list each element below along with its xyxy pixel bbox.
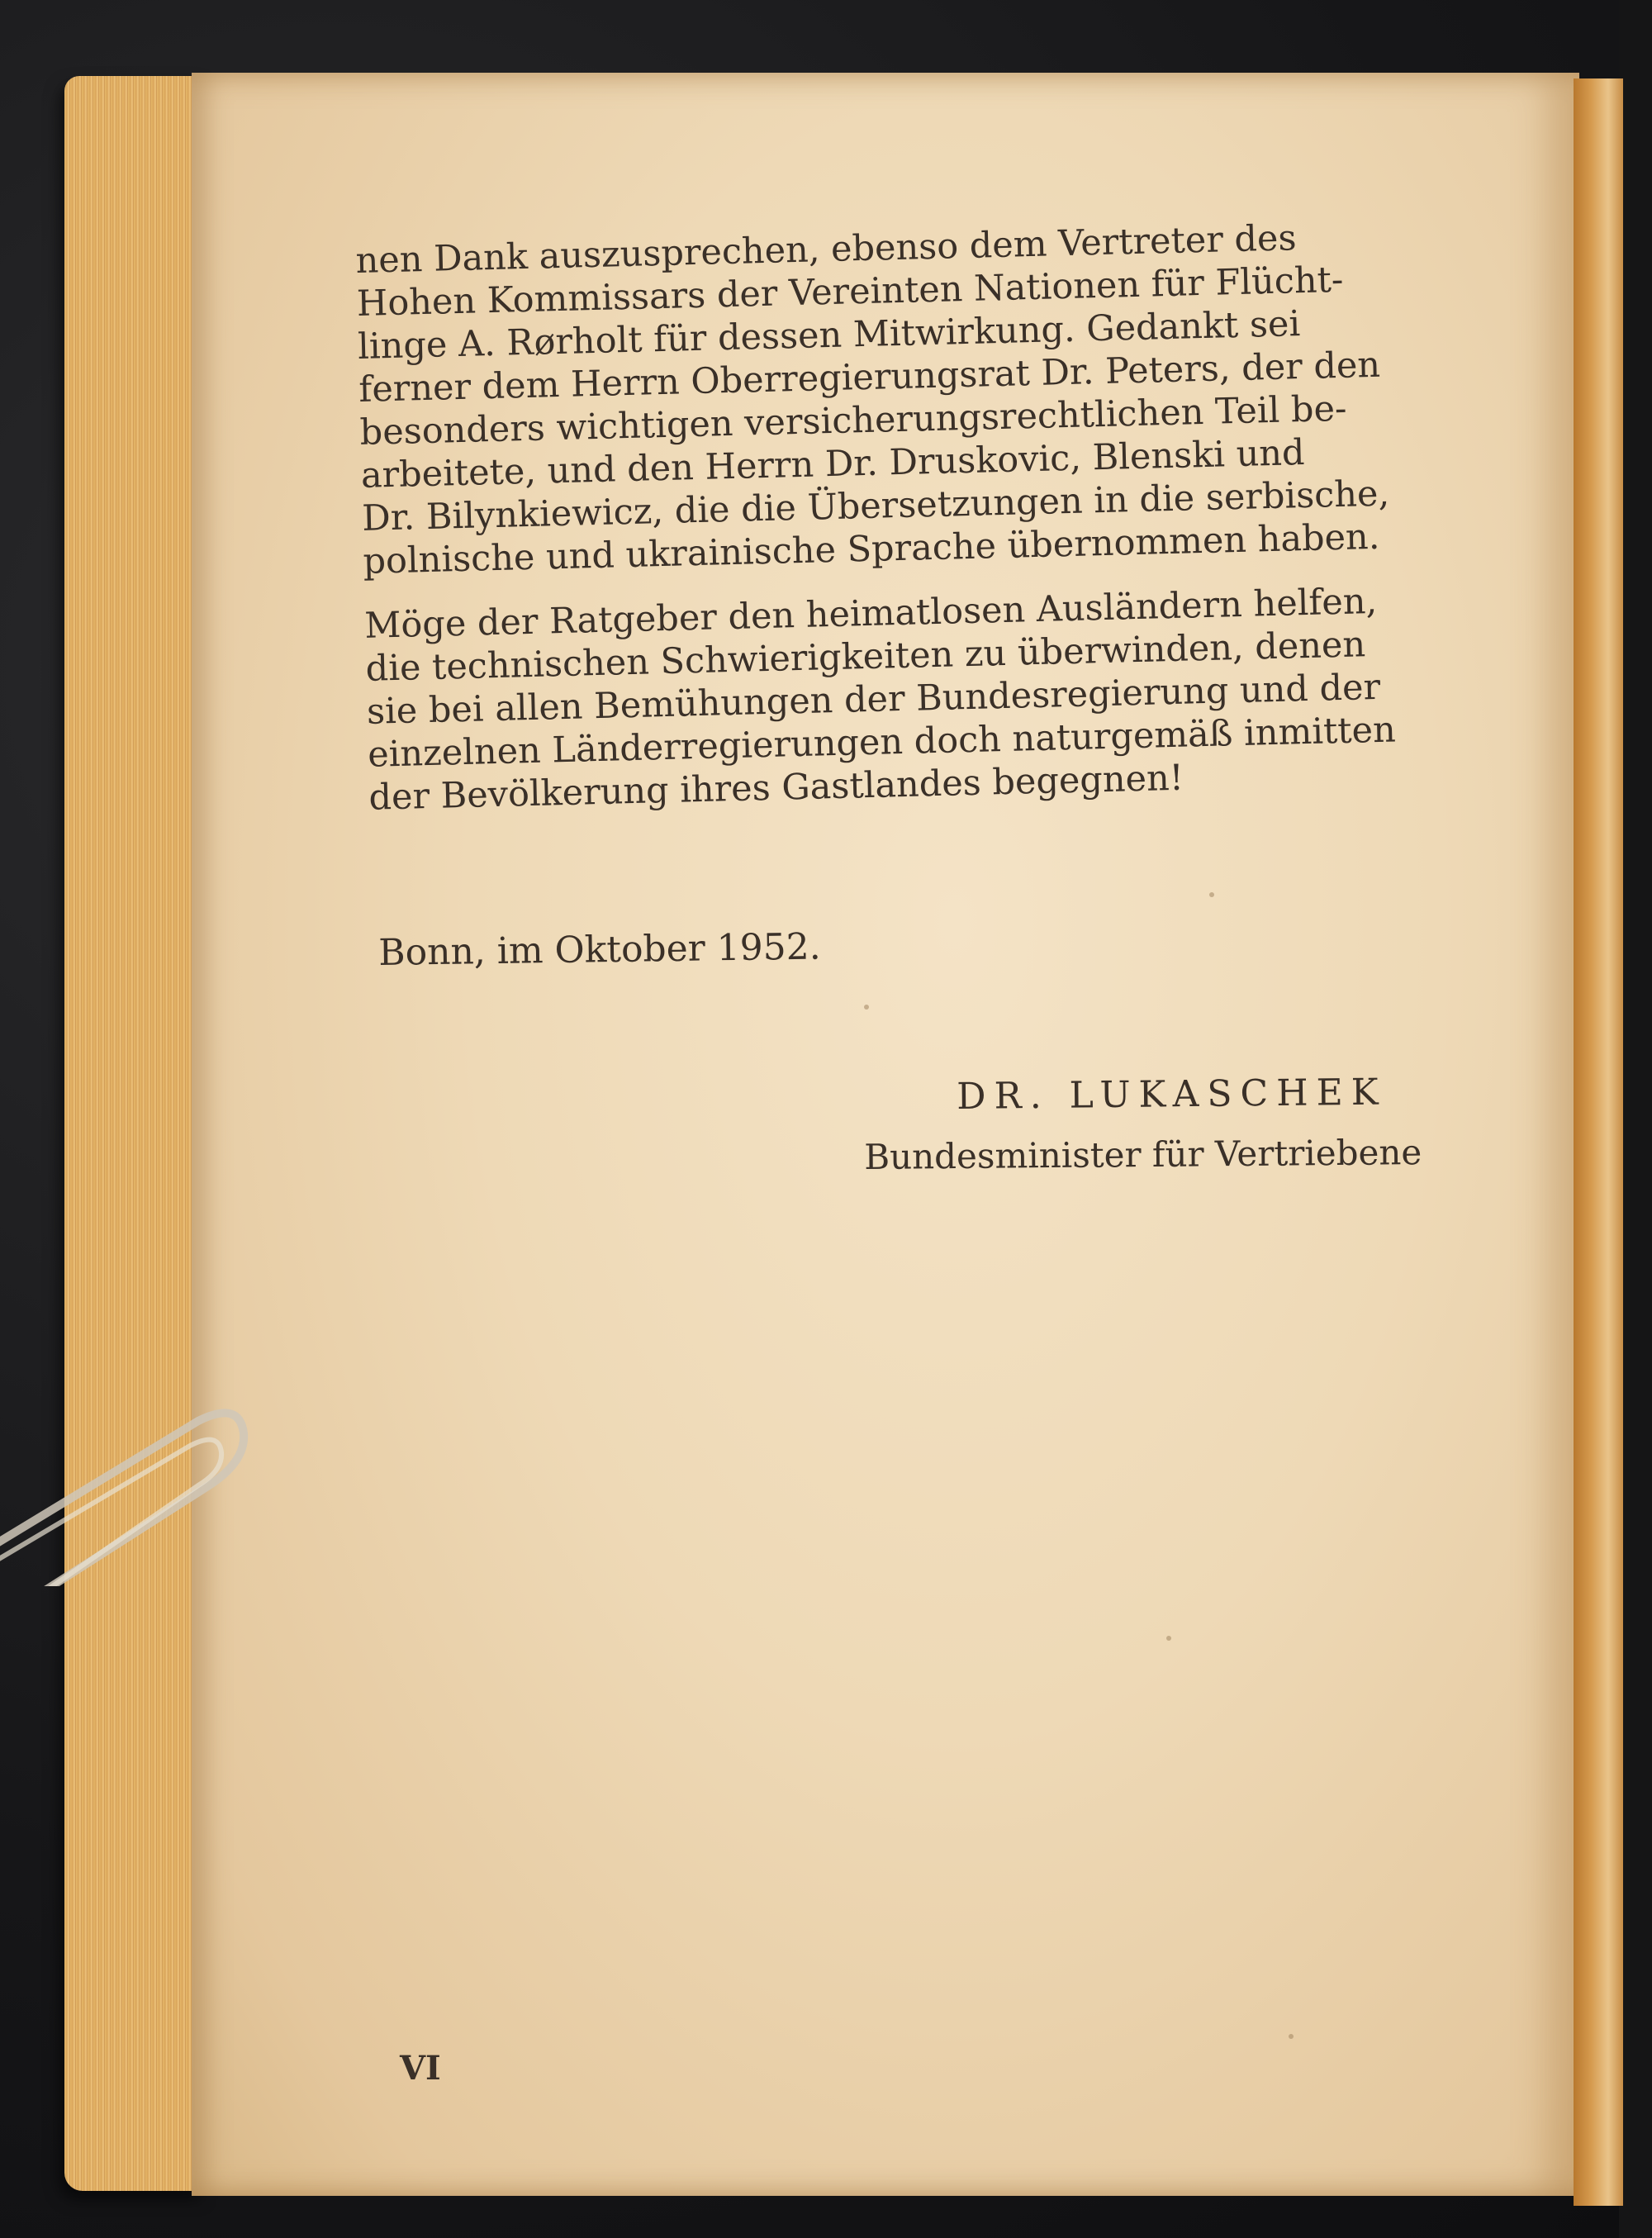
signature-title: Bundesminister für Vertriebene <box>864 1132 1422 1177</box>
paper-fleck <box>1289 2034 1294 2039</box>
page-stack-edges <box>64 76 205 2191</box>
paper-fleck <box>1209 892 1214 897</box>
place-date: Bonn, im Oktober 1952. <box>378 925 822 974</box>
signature-name: DR. LUKASCHEK <box>957 1071 1387 1118</box>
paragraph-wishes: Möge der Ratgeber den heimatlosen Ausländern helfen, die technischen Schwierigkeiten zu überwinden, denen sie bei allen Bemühungen der Bundesregierung und der einzelnen Länderregierungen doch naturgemäß inmitten der Bevölkerung ihres Gastlandes begegnen! <box>363 580 1397 819</box>
paper-fleck <box>1166 1636 1171 1641</box>
paper-fleck <box>864 1005 869 1010</box>
body-text <box>355 211 1517 841</box>
next-page-edge <box>1574 78 1623 2206</box>
background-right <box>1619 0 1652 2238</box>
page-number: VI <box>400 2049 441 2088</box>
paragraph-acknowledgements: nen Dank auszusprechen, ebenso dem Vertreter des Hohen Kommissars der Vereinten Nationen für Flücht- linge A. Rørholt für dessen Mitwirkung. Gedankt sei ferner dem Herrn Oberregierungsrat Dr. Peters, der den besonders wichtigen versicherungsrechtlichen Teil be- arbeitete, und den Herrn Dr. Druskovic, Blenski und Dr. Bilynkiewicz, die die Übersetzungen in die serbische, polnische und ukrainische Sprache übernommen haben. <box>355 217 1390 582</box>
